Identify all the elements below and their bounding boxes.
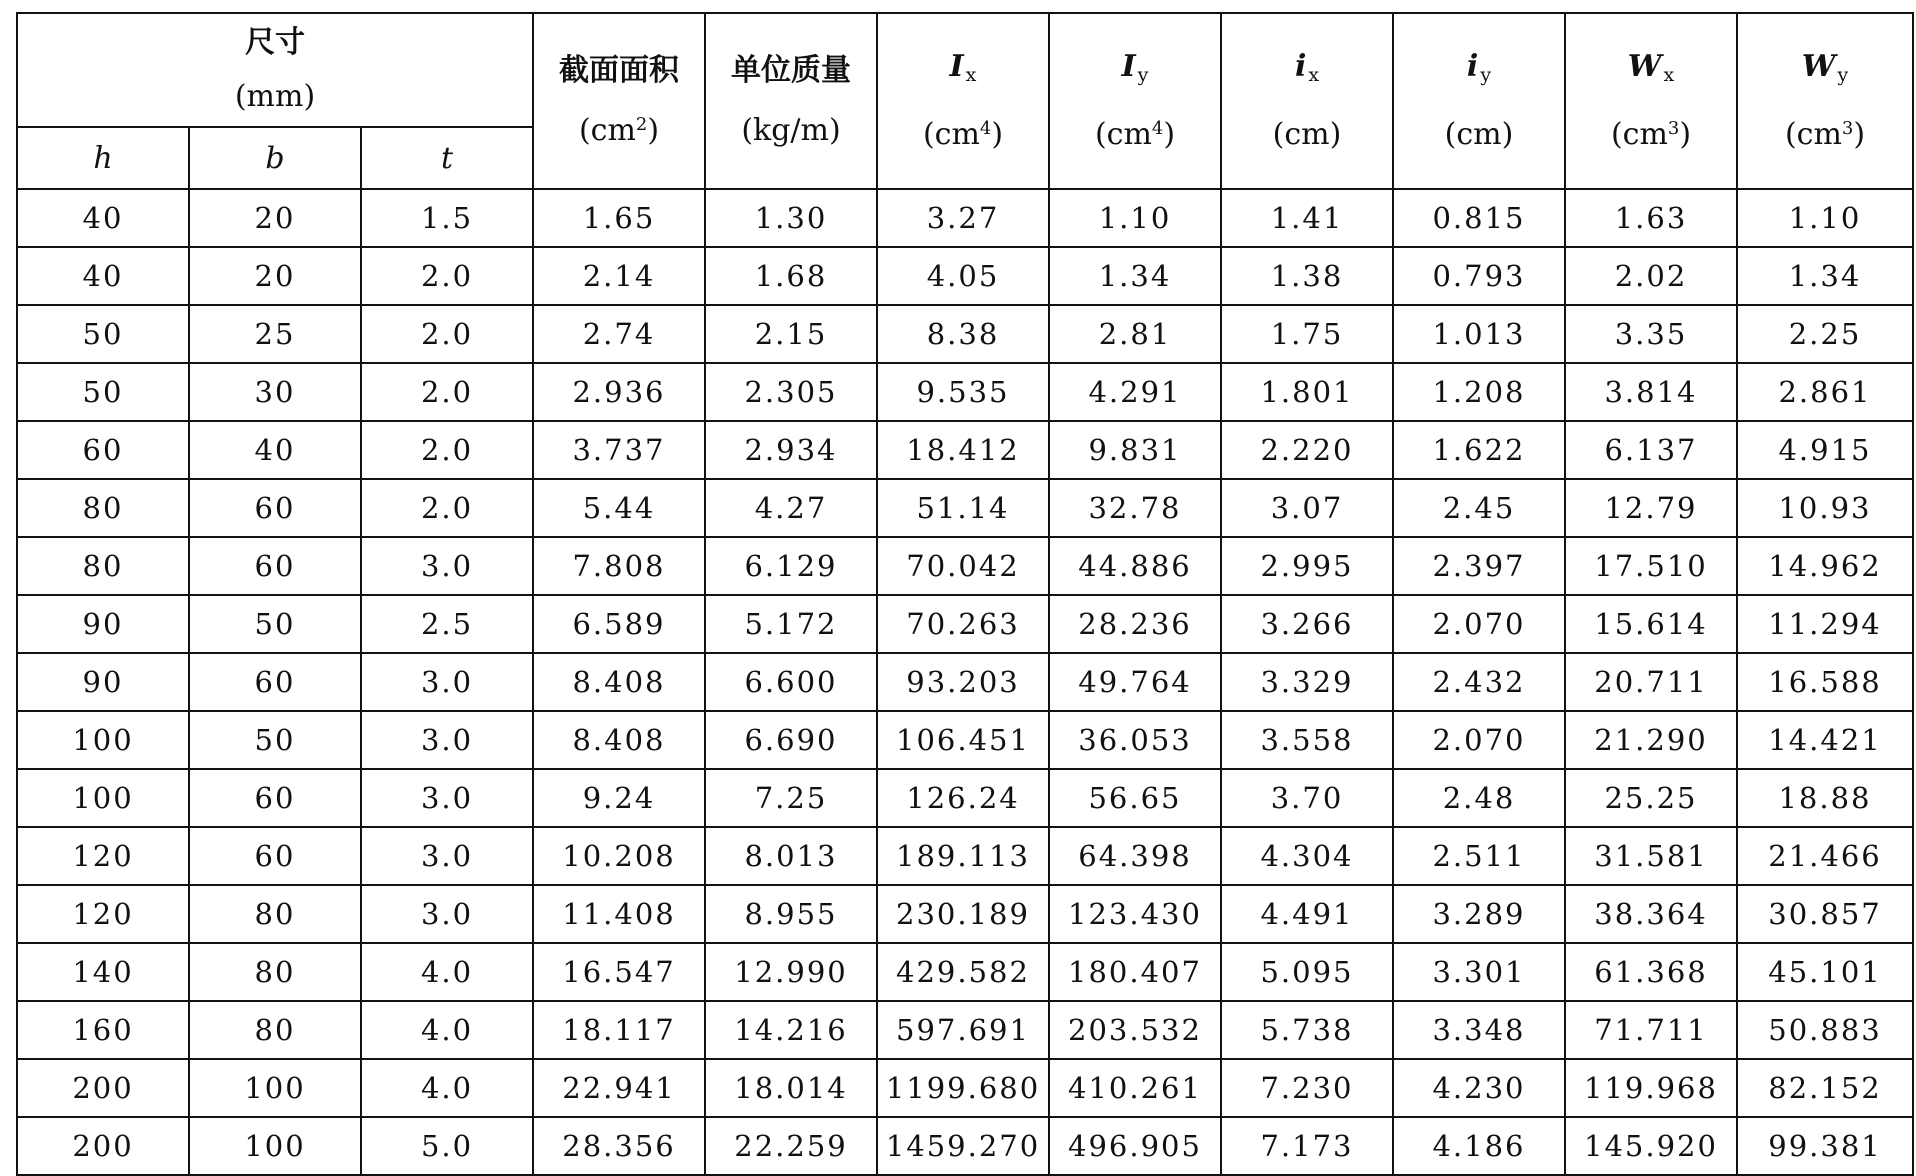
table-cell: 1.68 xyxy=(705,247,877,305)
table-cell: 3.0 xyxy=(361,827,533,885)
table-cell: 60 xyxy=(189,537,361,595)
table-cell: 4.27 xyxy=(705,479,877,537)
table-cell: 5.095 xyxy=(1221,943,1393,1001)
table-cell: 2.432 xyxy=(1393,653,1565,711)
table-cell: 10.208 xyxy=(533,827,705,885)
table-cell: 70.263 xyxy=(877,595,1049,653)
table-cell: 7.230 xyxy=(1221,1059,1393,1117)
table-cell: 2.45 xyxy=(1393,479,1565,537)
table-cell: 100 xyxy=(189,1117,361,1175)
table-cell: 2.397 xyxy=(1393,537,1565,595)
dim-header-h: h xyxy=(17,127,189,189)
table-cell: 3.558 xyxy=(1221,711,1393,769)
table-cell: 126.24 xyxy=(877,769,1049,827)
table-cell: 30 xyxy=(189,363,361,421)
table-cell: 2.936 xyxy=(533,363,705,421)
table-cell: 8.408 xyxy=(533,711,705,769)
table-cell: 64.398 xyxy=(1049,827,1221,885)
table-cell: 4.291 xyxy=(1049,363,1221,421)
table-row xyxy=(17,943,1913,1001)
table-cell: 3.814 xyxy=(1565,363,1737,421)
table-cell: 28.356 xyxy=(533,1117,705,1175)
table-row xyxy=(17,1001,1913,1059)
table-cell: 51.14 xyxy=(877,479,1049,537)
table-cell: 120 xyxy=(17,885,189,943)
table-cell: 22.259 xyxy=(705,1117,877,1175)
table-cell: 180.407 xyxy=(1049,943,1221,1001)
table-cell: 32.78 xyxy=(1049,479,1221,537)
table-cell: 3.0 xyxy=(361,653,533,711)
table-cell: 50.883 xyxy=(1737,1001,1913,1059)
table-cell: 1.013 xyxy=(1393,305,1565,363)
table-cell: 4.05 xyxy=(877,247,1049,305)
table-cell: 93.203 xyxy=(877,653,1049,711)
table-cell: 36.053 xyxy=(1049,711,1221,769)
column-symbol: Wx xyxy=(1627,49,1675,86)
table-cell: 120 xyxy=(17,827,189,885)
dimensions-title: 尺寸 xyxy=(245,25,305,60)
table-cell: 200 xyxy=(17,1117,189,1175)
table-cell: 2.995 xyxy=(1221,537,1393,595)
table-cell: 99.381 xyxy=(1737,1117,1913,1175)
section-properties-sheet xyxy=(16,12,1912,1164)
table-cell: 3.301 xyxy=(1393,943,1565,1001)
table-row xyxy=(17,305,1913,363)
table-cell: 10.93 xyxy=(1737,479,1913,537)
table-cell: 2.0 xyxy=(361,421,533,479)
table-cell: 3.0 xyxy=(361,769,533,827)
table-cell: 7.25 xyxy=(705,769,877,827)
table-cell: 1.30 xyxy=(705,189,877,247)
table-cell: 30.857 xyxy=(1737,885,1913,943)
table-cell: 2.48 xyxy=(1393,769,1565,827)
column-header-mass xyxy=(705,13,877,189)
table-cell: 119.968 xyxy=(1565,1059,1737,1117)
table-row xyxy=(17,363,1913,421)
column-unit: $(cm^3)$ xyxy=(1784,117,1866,152)
table-cell: 60 xyxy=(189,479,361,537)
table-cell: 106.451 xyxy=(877,711,1049,769)
table-cell: 123.430 xyxy=(1049,885,1221,943)
table-cell: 1.622 xyxy=(1393,421,1565,479)
column-symbol: Wy xyxy=(1801,49,1849,86)
table-cell: 5.738 xyxy=(1221,1001,1393,1059)
table-cell: 3.0 xyxy=(361,885,533,943)
table-cell: 2.305 xyxy=(705,363,877,421)
table-body xyxy=(17,189,1913,1175)
column-label: 单位质量 xyxy=(731,53,851,88)
table-cell: 2.070 xyxy=(1393,711,1565,769)
table-cell: 4.304 xyxy=(1221,827,1393,885)
table-cell: 90 xyxy=(17,595,189,653)
table-cell: 189.113 xyxy=(877,827,1049,885)
table-cell: 0.815 xyxy=(1393,189,1565,247)
column-unit: (kg/m) xyxy=(741,113,841,148)
table-cell: 3.07 xyxy=(1221,479,1393,537)
table-cell: 1459.270 xyxy=(877,1117,1049,1175)
column-header-area xyxy=(533,13,705,189)
column-symbol: iy xyxy=(1466,49,1492,86)
table-cell: 5.172 xyxy=(705,595,877,653)
table-cell: 6.690 xyxy=(705,711,877,769)
table-cell: 4.915 xyxy=(1737,421,1913,479)
table-cell: 3.289 xyxy=(1393,885,1565,943)
table-cell: 1.801 xyxy=(1221,363,1393,421)
table-cell: 40 xyxy=(17,247,189,305)
column-unit: $(cm^3)$ xyxy=(1610,117,1692,152)
table-cell: 6.589 xyxy=(533,595,705,653)
table-cell: 8.408 xyxy=(533,653,705,711)
table-row xyxy=(17,595,1913,653)
header-row-top xyxy=(17,13,1913,127)
table-cell: 1.34 xyxy=(1049,247,1221,305)
dimensions-unit: (mm) xyxy=(234,79,316,114)
table-cell: 7.808 xyxy=(533,537,705,595)
table-cell: 1.10 xyxy=(1737,189,1913,247)
table-cell: 3.348 xyxy=(1393,1001,1565,1059)
table-cell: 61.368 xyxy=(1565,943,1737,1001)
table-cell: 100 xyxy=(189,1059,361,1117)
table-cell: 40 xyxy=(17,189,189,247)
table-cell: 2.14 xyxy=(533,247,705,305)
column-header-ix-inertia xyxy=(877,13,1049,189)
table-cell: 9.24 xyxy=(533,769,705,827)
column-symbol: Ix xyxy=(949,49,977,86)
dim-header-b: b xyxy=(189,127,361,189)
table-cell: 2.0 xyxy=(361,247,533,305)
table-cell: 1.65 xyxy=(533,189,705,247)
column-label: 截面面积 xyxy=(559,53,679,88)
table-cell: 50 xyxy=(189,711,361,769)
table-cell: 22.941 xyxy=(533,1059,705,1117)
table-cell: 16.588 xyxy=(1737,653,1913,711)
table-cell: 8.955 xyxy=(705,885,877,943)
table-cell: 230.189 xyxy=(877,885,1049,943)
table-cell: 80 xyxy=(189,1001,361,1059)
table-cell: 21.290 xyxy=(1565,711,1737,769)
table-cell: 1.208 xyxy=(1393,363,1565,421)
table-cell: 49.764 xyxy=(1049,653,1221,711)
table-cell: 3.27 xyxy=(877,189,1049,247)
table-cell: 5.0 xyxy=(361,1117,533,1175)
table-cell: 1.75 xyxy=(1221,305,1393,363)
table-cell: 3.35 xyxy=(1565,305,1737,363)
table-cell: 2.934 xyxy=(705,421,877,479)
column-header-ix-radius xyxy=(1221,13,1393,189)
table-cell: 80 xyxy=(189,943,361,1001)
table-cell: 5.44 xyxy=(533,479,705,537)
table-cell: 4.186 xyxy=(1393,1117,1565,1175)
column-symbol: ix xyxy=(1294,49,1320,86)
table-cell: 11.408 xyxy=(533,885,705,943)
table-cell: 28.236 xyxy=(1049,595,1221,653)
table-cell: 80 xyxy=(189,885,361,943)
table-cell: 90 xyxy=(17,653,189,711)
table-cell: 3.0 xyxy=(361,537,533,595)
table-cell: 597.691 xyxy=(877,1001,1049,1059)
table-cell: 1.34 xyxy=(1737,247,1913,305)
table-cell: 14.962 xyxy=(1737,537,1913,595)
table-row xyxy=(17,1117,1913,1175)
column-header-wx-modulus xyxy=(1565,13,1737,189)
table-cell: 12.990 xyxy=(705,943,877,1001)
column-header-wy-modulus xyxy=(1737,13,1913,189)
table-cell: 4.491 xyxy=(1221,885,1393,943)
table-cell: 3.70 xyxy=(1221,769,1393,827)
table-cell: 145.920 xyxy=(1565,1117,1737,1175)
table-row xyxy=(17,479,1913,537)
table-cell: 17.510 xyxy=(1565,537,1737,595)
table-cell: 80 xyxy=(17,537,189,595)
table-cell: 70.042 xyxy=(877,537,1049,595)
table-row xyxy=(17,827,1913,885)
table-cell: 3.737 xyxy=(533,421,705,479)
table-cell: 8.013 xyxy=(705,827,877,885)
table-cell: 40 xyxy=(189,421,361,479)
table-cell: 2.02 xyxy=(1565,247,1737,305)
table-cell: 50 xyxy=(17,363,189,421)
dim-header-t: t xyxy=(361,127,533,189)
table-cell: 60 xyxy=(189,769,361,827)
table-row xyxy=(17,247,1913,305)
table-cell: 25.25 xyxy=(1565,769,1737,827)
table-header xyxy=(17,13,1913,189)
table-cell: 100 xyxy=(17,769,189,827)
column-unit: $(cm^2)$ xyxy=(578,113,660,148)
table-cell: 60 xyxy=(189,653,361,711)
table-cell: 4.0 xyxy=(361,1001,533,1059)
table-cell: 2.25 xyxy=(1737,305,1913,363)
table-cell: 45.101 xyxy=(1737,943,1913,1001)
table-cell: 16.547 xyxy=(533,943,705,1001)
table-cell: 2.070 xyxy=(1393,595,1565,653)
column-symbol: Iy xyxy=(1121,49,1149,86)
table-cell: 60 xyxy=(189,827,361,885)
table-cell: 1.10 xyxy=(1049,189,1221,247)
table-cell: 0.793 xyxy=(1393,247,1565,305)
table-row xyxy=(17,1059,1913,1117)
table-cell: 15.614 xyxy=(1565,595,1737,653)
table-cell: 2.81 xyxy=(1049,305,1221,363)
table-cell: 20.711 xyxy=(1565,653,1737,711)
table-cell: 6.137 xyxy=(1565,421,1737,479)
table-row xyxy=(17,537,1913,595)
table-cell: 12.79 xyxy=(1565,479,1737,537)
table-cell: 1.5 xyxy=(361,189,533,247)
column-unit: $(cm^4)$ xyxy=(922,117,1004,152)
table-cell: 25 xyxy=(189,305,361,363)
table-cell: 56.65 xyxy=(1049,769,1221,827)
table-cell: 2.0 xyxy=(361,363,533,421)
table-cell: 200 xyxy=(17,1059,189,1117)
table-cell: 7.173 xyxy=(1221,1117,1393,1175)
column-unit: (cm) xyxy=(1444,117,1514,152)
table-row xyxy=(17,769,1913,827)
table-cell: 1.38 xyxy=(1221,247,1393,305)
column-unit: (cm) xyxy=(1272,117,1342,152)
table-cell: 4.0 xyxy=(361,1059,533,1117)
table-cell: 496.905 xyxy=(1049,1117,1221,1175)
column-header-iy-radius xyxy=(1393,13,1565,189)
table-row xyxy=(17,653,1913,711)
table-row xyxy=(17,421,1913,479)
table-cell: 44.886 xyxy=(1049,537,1221,595)
table-cell: 1.63 xyxy=(1565,189,1737,247)
table-cell: 11.294 xyxy=(1737,595,1913,653)
table-cell: 18.412 xyxy=(877,421,1049,479)
table-cell: 2.220 xyxy=(1221,421,1393,479)
table-row xyxy=(17,885,1913,943)
table-cell: 429.582 xyxy=(877,943,1049,1001)
table-cell: 9.831 xyxy=(1049,421,1221,479)
column-header-iy-inertia xyxy=(1049,13,1221,189)
table-cell: 14.421 xyxy=(1737,711,1913,769)
table-cell: 18.117 xyxy=(533,1001,705,1059)
table-cell: 6.129 xyxy=(705,537,877,595)
table-cell: 50 xyxy=(17,305,189,363)
table-row xyxy=(17,189,1913,247)
table-cell: 20 xyxy=(189,247,361,305)
table-cell: 80 xyxy=(17,479,189,537)
table-cell: 2.0 xyxy=(361,479,533,537)
table-cell: 14.216 xyxy=(705,1001,877,1059)
table-cell: 2.861 xyxy=(1737,363,1913,421)
section-properties-table xyxy=(16,12,1914,1176)
table-cell: 2.511 xyxy=(1393,827,1565,885)
table-cell: 6.600 xyxy=(705,653,877,711)
table-cell: 2.15 xyxy=(705,305,877,363)
table-row xyxy=(17,711,1913,769)
table-cell: 3.329 xyxy=(1221,653,1393,711)
table-cell: 3.266 xyxy=(1221,595,1393,653)
table-cell: 1199.680 xyxy=(877,1059,1049,1117)
table-cell: 20 xyxy=(189,189,361,247)
table-cell: 21.466 xyxy=(1737,827,1913,885)
table-cell: 2.74 xyxy=(533,305,705,363)
dimensions-header xyxy=(17,13,533,127)
table-cell: 3.0 xyxy=(361,711,533,769)
table-cell: 71.711 xyxy=(1565,1001,1737,1059)
table-cell: 18.88 xyxy=(1737,769,1913,827)
table-cell: 140 xyxy=(17,943,189,1001)
table-cell: 4.0 xyxy=(361,943,533,1001)
table-cell: 8.38 xyxy=(877,305,1049,363)
table-cell: 2.5 xyxy=(361,595,533,653)
table-cell: 2.0 xyxy=(361,305,533,363)
table-cell: 203.532 xyxy=(1049,1001,1221,1059)
table-cell: 160 xyxy=(17,1001,189,1059)
table-cell: 60 xyxy=(17,421,189,479)
table-cell: 38.364 xyxy=(1565,885,1737,943)
table-cell: 410.261 xyxy=(1049,1059,1221,1117)
table-cell: 18.014 xyxy=(705,1059,877,1117)
table-cell: 1.41 xyxy=(1221,189,1393,247)
table-cell: 31.581 xyxy=(1565,827,1737,885)
column-unit: $(cm^4)$ xyxy=(1094,117,1176,152)
table-cell: 100 xyxy=(17,711,189,769)
table-cell: 50 xyxy=(189,595,361,653)
table-cell: 4.230 xyxy=(1393,1059,1565,1117)
table-cell: 82.152 xyxy=(1737,1059,1913,1117)
table-cell: 9.535 xyxy=(877,363,1049,421)
